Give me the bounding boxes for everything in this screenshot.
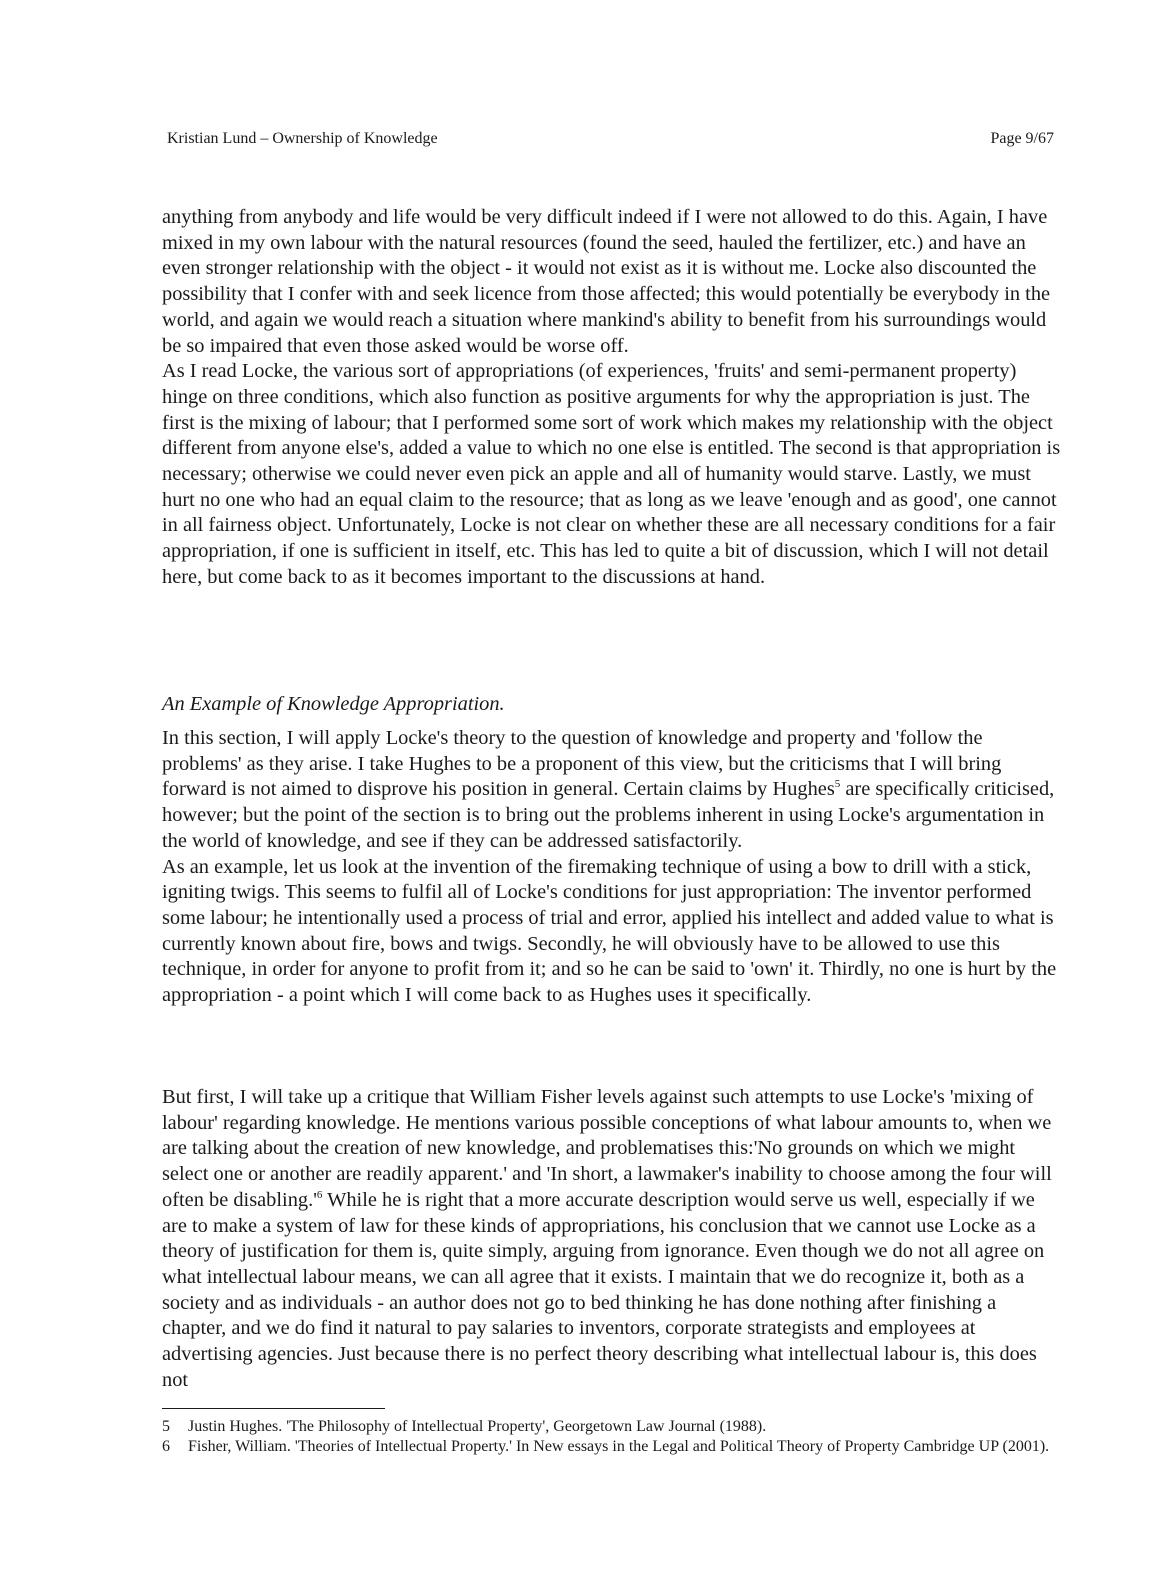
footnote-ref-5[interactable]: 5: [834, 778, 841, 791]
footnote-text: Fisher, William. 'Theories of Intellectual Property.' In New essays in the Legal and Political Theory of Property Cambridge UP (2001).: [188, 1438, 1050, 1455]
footnote-separator: [162, 1408, 385, 1409]
footnote-5: [162, 1417, 1062, 1437]
text-block-3: [162, 1085, 1062, 1393]
paragraph-text: But first, I will take up a critique that William Fisher levels against such attempts to use Locke's 'mixing of labour' regarding knowledge. He mentions various possible conceptions of what labour amounts to, when we are talking about the creation of new knowledge, and problematises this:'No grounds on which we might select one or another are readily apparent.' and 'In short, a lawmaker's inability to choose among the four will often be disabling.': [162, 1086, 1052, 1211]
paragraph-text: While he is right that a more accurate description would serve us well, especially if we are to make a system of law for these kinds of appropriations, his conclusion that we cannot use Locke as a theory of justification for them is, quite simply, arguing from ignorance. Even though we do not all agree on what intellectual labour means, we can all agree that it exists. I maintain that we do recognize it, both as a society and as individuals - an author does not go to bed thinking he has done nothing after finishing a chapter, and we do find it natural to pay salaries to inventors, corporate strategists and employees at advertising agencies. Just because there is no perfect theory describing what intellectual labour is, this does not: [162, 1188, 1045, 1391]
footnotes: [162, 1417, 1062, 1457]
paragraph-text: are specifically criticised, however; but the point of the section is to bring out the problems inherent in using Locke's argumentation in the world of knowledge, and see if they can be addressed satisfactorily.: [162, 778, 1055, 852]
header-title: Kristian Lund – Ownership of Knowledge: [167, 130, 438, 147]
page-number: Page 9/67: [990, 130, 1054, 147]
paragraph: anything from anybody and life would be very difficult indeed if I were not allowed to do this. Again, I have mixed in my own labour with the natural resources (found the seed, hauled the fertilizer, etc.) and have an even stronger relationship with the object - it would not exist as it is without me. Locke also discounted the possibility that I confer with and seek licence from those affected; this would potentially be everybody in the world, and again we would reach a situation where mankind's ability to benefit from his surroundings would be so impaired that even those asked would be worse off.: [162, 206, 1051, 357]
footnote-number: 6: [162, 1438, 170, 1455]
footnote-6: [162, 1437, 1062, 1457]
paragraph: [162, 726, 1062, 855]
footnote-ref-6[interactable]: 6: [316, 1188, 323, 1201]
paragraph-text: In this section, I will apply Locke's theory to the question of knowledge and property and 'follow the problems' as they arise. I take Hughes to be a proponent of this view, but the criticisms that I will bring forward is not aimed to disprove his position in general. Certain claims by Hughes: [162, 727, 1002, 801]
page-header: [167, 129, 1054, 149]
paragraph: [162, 1085, 1062, 1393]
paragraph: As I read Locke, the various sort of appropriations (of experiences, 'fruits' and semi-permanent property) hinge on three conditions, which also function as positive arguments for why the appropriation is just. The first is the mixing of labour; that I performed some sort of work which makes my relationship with the object different from anyone else's, added a value to which no one else is entitled. The second is that appropriation is necessary; otherwise we could never even pick an apple and all of humanity would starve. Lastly, we must hurt no one who had an equal claim to the resource; that as long as we leave 'enough and as good', one cannot in all fairness object. Unfortunately, Locke is not clear on whether these are all necessary conditions for a fair appropriation, if one is sufficient in itself, etc. This has led to quite a bit of discussion, which I will not detail here, but come back to as it becomes important to the discussions at hand.: [162, 360, 1061, 588]
footnote-number: 5: [162, 1418, 170, 1435]
section-heading: An Example of Knowledge Appropriation.: [162, 693, 505, 715]
text-block-2: [162, 726, 1062, 1009]
text-block-1: [162, 205, 1062, 591]
footnote-text: Justin Hughes. 'The Philosophy of Intellectual Property', Georgetown Law Journal (1988).: [188, 1418, 767, 1435]
paragraph: As an example, let us look at the invention of the firemaking technique of using a bow to drill with a stick, igniting twigs. This seems to fulfil all of Locke's conditions for just appropriation: The inventor performed some labour; he intentionally used a process of trial and error, applied his intellect and added value to what is currently known about fire, bows and twigs. Secondly, he will obviously have to be allowed to use this technique, in order for anyone to profit from it; and so he can be said to 'own' it. Thirdly, no one is hurt by the appropriation - a point which I will come back to as Hughes uses it specifically.: [162, 855, 1057, 1007]
